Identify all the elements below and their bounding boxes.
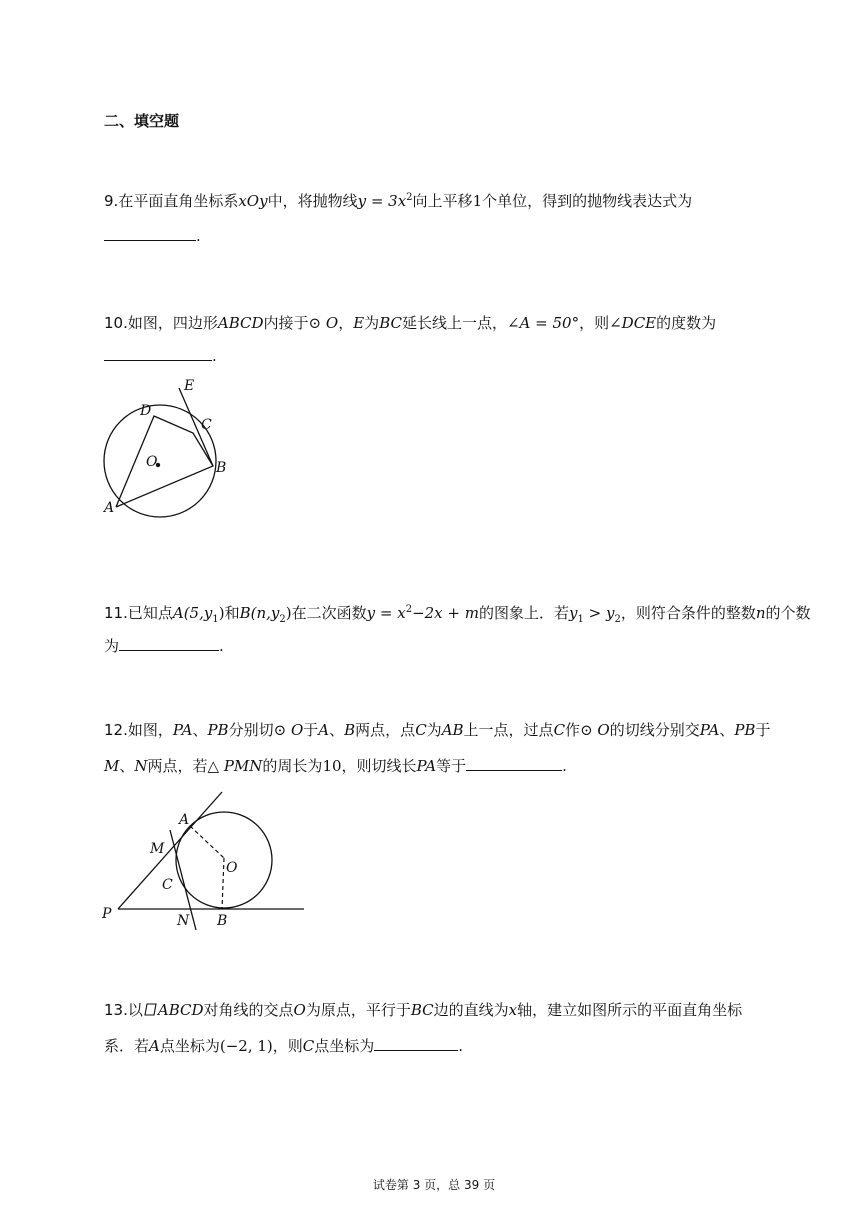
- math: A: [318, 721, 330, 739]
- label-A: A: [104, 500, 115, 516]
- q10-figure: [98, 372, 238, 528]
- text: 作: [565, 721, 581, 739]
- text: 中，将抛物线: [267, 192, 358, 210]
- label-E: E: [184, 378, 195, 394]
- math: A(5,y: [172, 604, 213, 622]
- text: .: [562, 757, 567, 775]
- text: ，则切线长: [341, 757, 417, 775]
- math: PA: [416, 757, 437, 775]
- label-O: O: [226, 860, 238, 876]
- radius-ob: [222, 858, 224, 909]
- math: ): [285, 604, 292, 622]
- answer-blank[interactable]: [104, 226, 196, 241]
- math-sup: 2: [405, 604, 413, 615]
- math: ∠A = 50°: [506, 314, 580, 332]
- math: A: [149, 1037, 160, 1055]
- math: O: [290, 721, 304, 739]
- math-sub: 2: [614, 614, 621, 625]
- answer-blank[interactable]: [119, 636, 219, 651]
- answer-blank[interactable]: [374, 1036, 458, 1051]
- math-sub: 2: [279, 614, 286, 625]
- circle-symbol: ⊙: [308, 314, 322, 332]
- text: 的个数: [765, 604, 811, 622]
- math: C: [553, 721, 566, 739]
- math-sub: 1: [212, 614, 219, 625]
- text: 两点，点: [355, 721, 416, 739]
- text: 的切线分别交: [609, 721, 700, 739]
- text: 为原点，平行于: [305, 1001, 411, 1019]
- label-B: B: [217, 913, 228, 929]
- answer-blank[interactable]: [466, 756, 562, 771]
- text: .: [196, 227, 201, 245]
- text: ，: [338, 314, 354, 332]
- text: 已知点: [127, 604, 173, 622]
- text: 个单位，得到的抛物线表达式为: [482, 192, 693, 210]
- math: ABCD: [157, 1001, 204, 1019]
- question-12-line-2: [104, 756, 567, 776]
- text: ，则: [579, 314, 610, 332]
- question-number: 12.: [104, 721, 128, 739]
- math: y = x: [366, 604, 406, 622]
- math: N: [134, 757, 148, 775]
- text: .: [458, 1037, 464, 1055]
- section-title: 二、填空题: [104, 112, 180, 130]
- math: y = 3x: [357, 192, 407, 210]
- text: 为: [426, 721, 442, 739]
- text: 在二次函数: [291, 604, 367, 622]
- text: 点坐标为: [159, 1037, 220, 1055]
- text: 的度数为: [656, 314, 717, 332]
- text: 于: [303, 721, 319, 739]
- parallelogram-icon: [144, 1003, 157, 1016]
- text: 和: [224, 604, 240, 622]
- text: 如图，: [127, 721, 173, 739]
- question-12-line-1: [104, 720, 770, 740]
- question-number: 9.: [104, 192, 119, 210]
- math: B: [344, 721, 356, 739]
- question-number: 11.: [104, 604, 128, 622]
- math: C: [302, 1037, 315, 1055]
- radius-oa: [190, 826, 224, 858]
- math: ABCD: [217, 314, 264, 332]
- text: 向上平移: [412, 192, 473, 210]
- question-10-line-2: [104, 346, 217, 366]
- math: E: [353, 314, 365, 332]
- question-9-line-1: [104, 188, 692, 211]
- circle-o: [104, 405, 216, 517]
- math: BC: [379, 314, 402, 332]
- math: PA: [699, 721, 720, 739]
- label-O: O: [146, 454, 158, 470]
- math: O: [293, 1001, 306, 1019]
- text: ，则: [272, 1037, 303, 1055]
- text: .: [212, 347, 217, 365]
- math: PB: [734, 721, 756, 739]
- quadrilateral-abcd: [116, 416, 213, 507]
- text: 轴，建立如图所示的平面直角坐标: [517, 1001, 743, 1019]
- question-11-line-2: [104, 636, 224, 656]
- text: 边的直线为: [433, 1001, 509, 1019]
- label-C: C: [162, 877, 173, 893]
- text: 点坐标为: [314, 1037, 375, 1055]
- label-P: P: [102, 906, 112, 922]
- text: 于: [755, 721, 771, 739]
- label-M: M: [150, 841, 165, 857]
- math: 1: [472, 192, 483, 210]
- question-13-line-1: [104, 1000, 742, 1020]
- text: 的图象上．若: [478, 604, 569, 622]
- math: y: [568, 604, 578, 622]
- text: 、: [192, 721, 208, 739]
- text: 的周长为: [262, 757, 323, 775]
- text: 为: [104, 637, 120, 655]
- q12-figure: [98, 788, 308, 934]
- text: 、: [119, 757, 135, 775]
- text: 内接于: [263, 314, 309, 332]
- math: AB: [441, 721, 464, 739]
- math-sup: 2: [406, 192, 413, 203]
- text: 系．若: [104, 1037, 150, 1055]
- label-C: C: [201, 417, 212, 433]
- text: 两点，若: [147, 757, 208, 775]
- question-number: 13.: [104, 1001, 128, 1019]
- text: 等于: [436, 757, 467, 775]
- math: PMN: [223, 757, 263, 775]
- text: 以: [127, 1001, 143, 1019]
- math: ): [218, 604, 225, 622]
- text: .: [219, 637, 224, 655]
- math: 10: [322, 757, 342, 775]
- math: M: [104, 757, 120, 775]
- math: O: [597, 721, 610, 739]
- text: 在平面直角坐标系: [118, 192, 239, 210]
- math: (−2, 1): [219, 1037, 273, 1055]
- math: xOy: [238, 192, 268, 210]
- question-9-line-2: [104, 226, 201, 246]
- math: ∠DCE: [609, 314, 657, 332]
- math: PA: [172, 721, 193, 739]
- label-B: B: [216, 460, 227, 476]
- text: 延长线上一点，: [401, 314, 507, 332]
- label-N: N: [177, 913, 190, 929]
- math: B(n,y: [239, 604, 280, 622]
- label-D: D: [140, 403, 152, 419]
- math: > y: [583, 604, 615, 622]
- math: n: [755, 604, 766, 622]
- circle-symbol: ⊙: [580, 721, 593, 739]
- text: 、: [719, 721, 735, 739]
- label-A: A: [179, 812, 190, 828]
- question-10-line-1: [104, 313, 716, 333]
- triangle-symbol: △: [207, 757, 220, 775]
- text: 如图，四边形: [127, 314, 218, 332]
- text: 为: [364, 314, 380, 332]
- answer-blank[interactable]: [104, 346, 212, 361]
- text: 分别切: [228, 721, 274, 739]
- text: 对角线的交点: [203, 1001, 294, 1019]
- text: 上一点，过点: [463, 721, 554, 739]
- circle-symbol: ⊙: [273, 721, 287, 739]
- text: ，则符合条件的整数: [620, 604, 756, 622]
- math: x: [508, 1001, 518, 1019]
- question-13-line-2: [104, 1036, 463, 1056]
- math: BC: [410, 1001, 434, 1019]
- math: −2x + m: [412, 604, 479, 622]
- math: O: [325, 314, 339, 332]
- math: PB: [207, 721, 229, 739]
- math-sub: 1: [577, 614, 584, 625]
- question-number: 10.: [104, 314, 128, 332]
- page-footer: 试卷第 3 页，总 39 页: [372, 1178, 496, 1192]
- math: C: [415, 721, 427, 739]
- question-11-line-1: [104, 600, 811, 630]
- text: 、: [329, 721, 345, 739]
